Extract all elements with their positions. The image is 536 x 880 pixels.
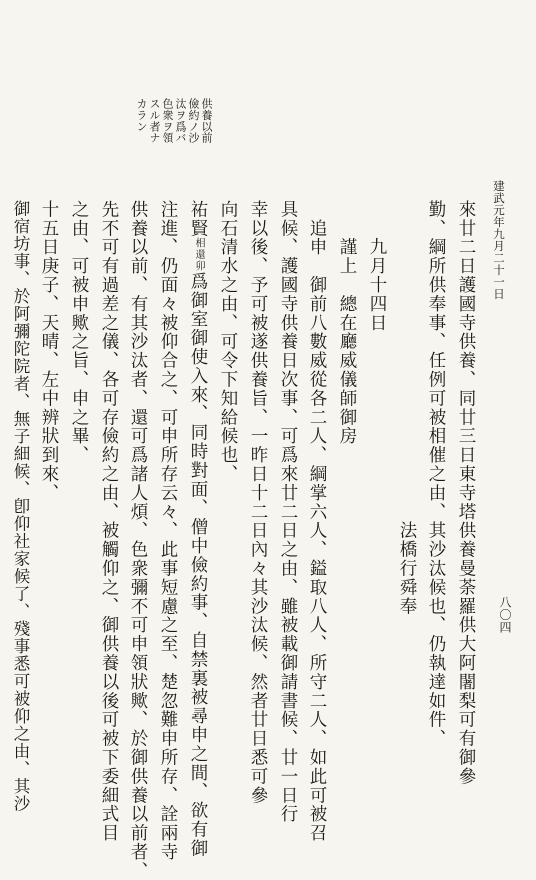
inline-note-2: 卯 [193,260,204,273]
text-column-16: 御宿坊事、於阿彌陀院者、無子細候、卽仰社家候了、殘事悉可被仰之由、其沙 [11,200,30,813]
address-line: 謹上 總在廳威儀師御房 [337,200,357,446]
column-10-text: 爲御室御使入來、同時對面、僧中儉約事、自禁裏被尋申之間、欲有御 [188,272,208,858]
margin-note-5: スル者ナ [148,98,161,144]
text-column-11: 注進、仍面々被仰合之、可申所存云々、此事短慮之至、楚忽難申所存、詮兩寺 [158,200,178,862]
margin-note-4: 色衆ヲ領 [161,98,174,144]
signature-line: 法橋行舜奉 [397,200,417,616]
margin-note-1: 供養以前 [200,98,213,144]
text-column-13: 先不可有過差之儀、各可存儉約之由、被觸仰之、御供養以後可被下委細式目 [99,200,119,843]
margin-note-2: 儉約ノ沙 [187,98,200,144]
inline-note: 相還 [193,237,204,261]
text-column-2: 勤、綱所供奉事、任例可被相催之由、其沙汰候也、仍執達如件、 [426,200,446,749]
date-heading: 建武元年九月二十一日 [492,180,506,300]
text-column-8: 幸以後、予可被遂供養旨、一昨日十二日內々其沙汰候、然者廿日悉可參 [248,200,268,805]
text-column-6: 追申 御前八數威從各二人、綱掌六人、鎰取八人、所守二人、如此可被召 [307,200,327,843]
text-column-12: 供養以前、有其沙汰者、還可爲諸人煩、色衆彌不可申領狀歟、於御供養以前者、 [128,200,148,880]
text-column-1: 來廿二日護國寺供養、同廿三日東寺塔供養曼荼羅供大阿闍梨可有御參 [456,200,476,786]
text-column-15: 十五日庚子、天晴、左中辨狀到來、 [39,200,59,503]
author-name: 祐賢 [188,200,208,238]
text-column-10 [189,200,207,858]
signature-column [398,200,416,616]
text-column-14: 之由、可被申歟之旨、申之畢、 [69,200,89,465]
page-number: 八〇四 [498,596,512,634]
text-column-9: 向石清水之由、可令下知給候也、 [218,200,238,484]
margin-note-3: 汰ヲ爲バ [174,98,187,144]
date-line: 九月十四日 [367,200,387,333]
text-column-7: 具候、護國寺供養日次事、可爲來廿二日之由、雖被載御請書候、廿一日行 [278,200,298,824]
margin-note-6: カラン [135,98,148,132]
